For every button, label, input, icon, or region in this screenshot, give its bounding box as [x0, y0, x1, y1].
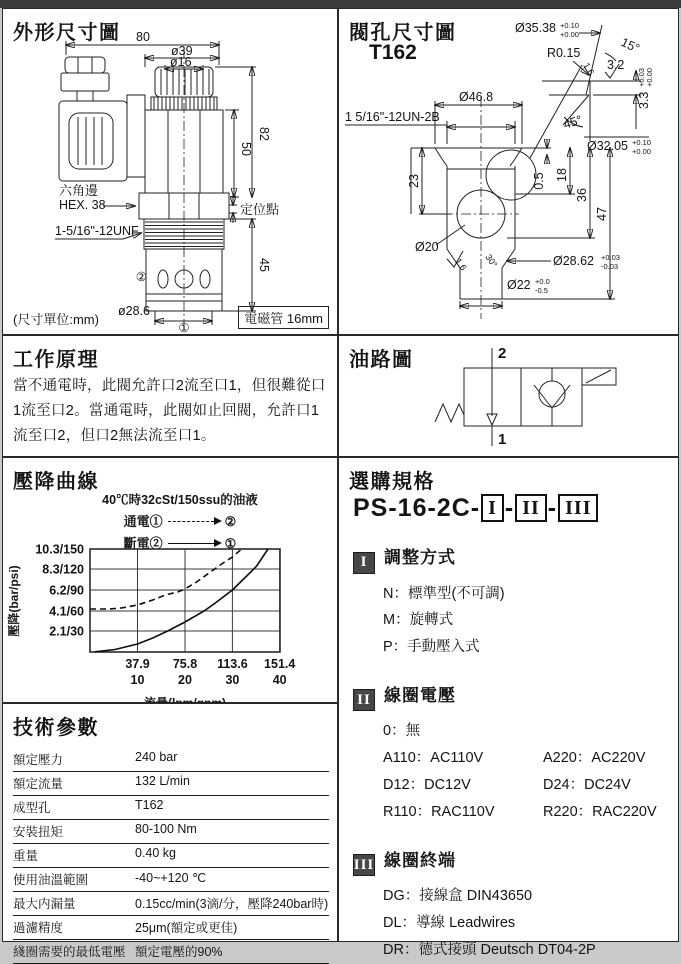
- dim-d3205-tol-bot: +0.00: [632, 147, 651, 156]
- panel-title: 外形尺寸圖: [13, 22, 121, 44]
- param-value: 25μm(額定或更佳): [135, 921, 238, 935]
- model-code: [353, 494, 668, 523]
- panel-cavity-dimensions: [338, 8, 679, 335]
- dim-d2862-tol-top: +0.03: [601, 253, 620, 262]
- dim-d3538: Ø35.38: [515, 21, 557, 35]
- oil-note: 40℃時32cSt/150ssu的油液: [102, 493, 258, 507]
- dim-h33-tol-top: +0.03: [637, 68, 646, 87]
- param-label: 過濾精度: [13, 921, 64, 935]
- section-number-box: I: [353, 552, 375, 574]
- spec-option: DR：德式接頭 Deutsch DT04-2P: [383, 941, 596, 958]
- spec-option: P：手動壓入式: [383, 639, 480, 656]
- x-tick-lpm: 75.8: [172, 657, 198, 671]
- dim-ra32: 3.2: [607, 58, 625, 72]
- spec-option: A220：AC220V: [543, 750, 646, 767]
- legend-post: ②: [224, 514, 237, 529]
- dim-r015: R0.15: [547, 46, 581, 60]
- param-row: [13, 892, 329, 916]
- valve-symbol: [435, 348, 616, 446]
- spec-options: [383, 883, 668, 963]
- panel-circuit-diagram: [338, 335, 679, 457]
- y-tick-label: 8.3/120: [42, 562, 84, 577]
- param-label: 重量: [13, 849, 39, 863]
- param-label: 成型孔: [13, 801, 51, 815]
- circuit-symbol: [339, 336, 677, 455]
- legend-pre: 斷電②: [123, 536, 163, 551]
- spec-option: R110：RAC110V: [383, 803, 495, 820]
- principle-text: 當不通電時，此閥允許口2流至口1，但很難從口1流至口2。當通電時，此閥如止回閥，允許口1流至口2，但口2無法流至口1。: [13, 378, 326, 444]
- param-row: [13, 916, 329, 940]
- chart-header: [55, 490, 305, 552]
- label-hex-1: 六角邊: [59, 183, 99, 198]
- model-dash: -: [470, 494, 481, 522]
- param-row: [13, 772, 329, 796]
- model-segment-box: I: [481, 494, 504, 522]
- tube-size-note: 電磁管 16mm: [238, 306, 329, 329]
- legend-entry: [55, 511, 305, 530]
- x-tick-gpm: 10: [130, 673, 145, 687]
- spec-section: [353, 543, 668, 661]
- panel-title: 技術參數: [13, 717, 99, 739]
- param-label: 安裝扭矩: [13, 825, 64, 839]
- param-value: -40~+120 ℃: [135, 871, 207, 885]
- dim-d22-tol-top: +0.0: [535, 277, 550, 286]
- dim-d20: Ø20: [415, 240, 439, 254]
- spec-options: [383, 581, 668, 661]
- panel-title: 選購規格: [349, 471, 435, 493]
- x-tick-lpm: 151.4: [264, 657, 296, 671]
- panel-technical-parameters: [2, 703, 338, 959]
- model-dash: -: [504, 494, 515, 522]
- dim-a15: 15°: [618, 35, 642, 56]
- x-tick-lpm: 113.6: [217, 657, 248, 671]
- legend-pre: 通電①: [123, 514, 163, 529]
- panel-title: 工作原理: [13, 349, 99, 371]
- dim-h23: 23: [407, 174, 421, 188]
- cavity-drawing: [339, 9, 677, 333]
- x-tick-lpm: 37.9: [125, 657, 150, 671]
- cavity-main-view: [345, 65, 620, 319]
- param-value: 額定電壓的90%: [135, 945, 223, 959]
- spec-option: D24：DC24V: [543, 777, 631, 794]
- port-1-label: 1: [498, 431, 507, 448]
- label-locating-point: 定位點: [240, 202, 280, 217]
- legend-arrowhead-icon: [214, 517, 222, 525]
- spec-option: 0：無: [383, 723, 421, 740]
- panel-ordering-specs: [338, 457, 679, 958]
- param-value: 80-100 Nm: [135, 822, 197, 836]
- dim-h33: 3.3: [637, 91, 651, 109]
- dim-ra16b: 1.6: [453, 256, 469, 273]
- spec-sections: [353, 543, 668, 964]
- spec-section-header: [353, 681, 668, 712]
- dim-50: 50: [239, 142, 253, 156]
- dim-d22: Ø22: [507, 278, 531, 292]
- spec-option: M：旋轉式: [383, 612, 454, 629]
- dim-d2862-tol-bot: -0.03: [601, 262, 619, 271]
- label-port-2: ②: [135, 270, 147, 284]
- panel-working-principle: [2, 335, 338, 457]
- unit-note: (尺寸單位:mm): [13, 312, 99, 327]
- series-solid: [95, 549, 268, 652]
- section-number-box: II: [353, 689, 375, 711]
- dim-d3205: Ø32.05: [587, 139, 629, 153]
- dim-d3538-tol-top: +0.10: [560, 21, 579, 30]
- dim-d3538-tol-bot: +0.00: [560, 30, 579, 39]
- dim-d3205-tol-top: +0.10: [632, 138, 651, 147]
- param-row: [13, 796, 329, 820]
- cavity-detail-view: [515, 21, 654, 156]
- dim-d16: ø16: [170, 55, 192, 69]
- param-label: 額定流量: [13, 777, 64, 791]
- param-row: [13, 748, 329, 772]
- x-tick-gpm: 20: [178, 673, 192, 687]
- y-tick-label: 10.3/150: [35, 544, 84, 557]
- spec-option: N：標準型(不可調): [383, 585, 505, 602]
- spec-section-header: [353, 846, 668, 877]
- port-2-label: 2: [498, 345, 507, 362]
- spec-section: [353, 846, 668, 964]
- param-row: [13, 844, 329, 868]
- spec-option: DL：導線 Leadwires: [383, 915, 516, 931]
- spec-option: R220：RAC220V: [543, 803, 657, 820]
- param-label: 最大内漏量: [13, 897, 76, 911]
- label-hex-2: HEX. 38: [59, 198, 106, 212]
- dim-a30: 30°: [483, 252, 500, 270]
- dim-d39: ø39: [171, 44, 193, 58]
- param-value: 132 L/min: [135, 774, 190, 788]
- y-tick-label: 6.2/90: [49, 583, 84, 598]
- dim-h05: 0.5: [532, 172, 546, 190]
- model-segment-box: III: [558, 494, 598, 522]
- model-segment-box: II: [515, 494, 547, 522]
- dim-82: 82: [257, 127, 271, 141]
- y-tick-label: 2.1/30: [49, 624, 84, 639]
- panel-outline-dimensions: [2, 8, 338, 335]
- param-value: 0.40 kg: [135, 846, 177, 860]
- dim-d2862: Ø28.62: [553, 254, 595, 268]
- section-title: 線圈終端: [384, 850, 456, 870]
- panel-title: 油路圖: [349, 349, 414, 371]
- dim-d286: ø28.6: [118, 304, 150, 318]
- dim-h33-tol-bot: +0.00: [645, 68, 654, 87]
- spec-option: A110：AC110V: [383, 750, 484, 767]
- label-cavity-thread: 1 5/16"-12UN-2B: [345, 110, 440, 124]
- spec-options: [383, 718, 668, 825]
- spec-section-header: [353, 543, 668, 574]
- spec-option: D12：DC12V: [383, 777, 471, 794]
- param-value: 0.15cc/min(3滴/分，壓降240bar時): [135, 897, 329, 911]
- dim-d468: Ø46.8: [459, 90, 494, 104]
- pressure-drop-chart: [6, 544, 336, 714]
- dim-80: 80: [136, 30, 150, 44]
- label-thread: 1-5/16"-12UNF: [55, 224, 139, 238]
- spec-body: [353, 494, 668, 964]
- param-label: 額定壓力: [13, 753, 64, 767]
- spec-option: DG：接線盒 DIN43650: [383, 888, 533, 905]
- panel-title: 閥孔尺寸圖: [349, 22, 457, 44]
- outline-drawing: [3, 9, 336, 333]
- x-tick-gpm: 30: [225, 673, 240, 687]
- dim-h18: 18: [555, 168, 569, 182]
- section-title: 線圈電壓: [384, 685, 456, 705]
- cavity-code: T162: [369, 41, 417, 64]
- section-title: 調整方式: [384, 548, 456, 567]
- panel-pressure-drop-curve: [2, 457, 338, 703]
- param-label: 綫圈需要的最低電壓: [13, 945, 126, 959]
- top-bar: [0, 0, 681, 8]
- param-value: 240 bar: [135, 750, 178, 764]
- model-prefix: PS-16-2C: [353, 494, 471, 522]
- x-tick-gpm: 40: [272, 673, 287, 687]
- param-row: [13, 820, 329, 844]
- y-tick-label: 4.1/60: [49, 604, 84, 619]
- param-label: 使用油溫範圍: [13, 873, 89, 887]
- legend-dashed-line: [168, 521, 214, 522]
- dim-h36: 36: [575, 188, 589, 202]
- legend-post: ①: [224, 536, 237, 551]
- model-dash: -: [547, 494, 558, 522]
- dim-ra16: 1.6: [581, 61, 597, 77]
- section-number-box: III: [353, 854, 375, 876]
- dim-d22-tol-bot: -0.5: [535, 286, 548, 295]
- parameter-table: [13, 748, 329, 964]
- dim-a45: 45°: [561, 112, 584, 132]
- dim-h47: 47: [595, 207, 609, 221]
- y-axis-label: 壓降(bar/psi): [7, 565, 21, 637]
- param-value: T162: [135, 798, 164, 812]
- dim-h33-group: [637, 68, 654, 109]
- label-port-1: ①: [178, 321, 190, 333]
- dim-45: 45: [257, 258, 271, 272]
- spec-section: [353, 681, 668, 826]
- panel-title: 壓降曲線: [13, 471, 99, 493]
- param-row: [13, 868, 329, 892]
